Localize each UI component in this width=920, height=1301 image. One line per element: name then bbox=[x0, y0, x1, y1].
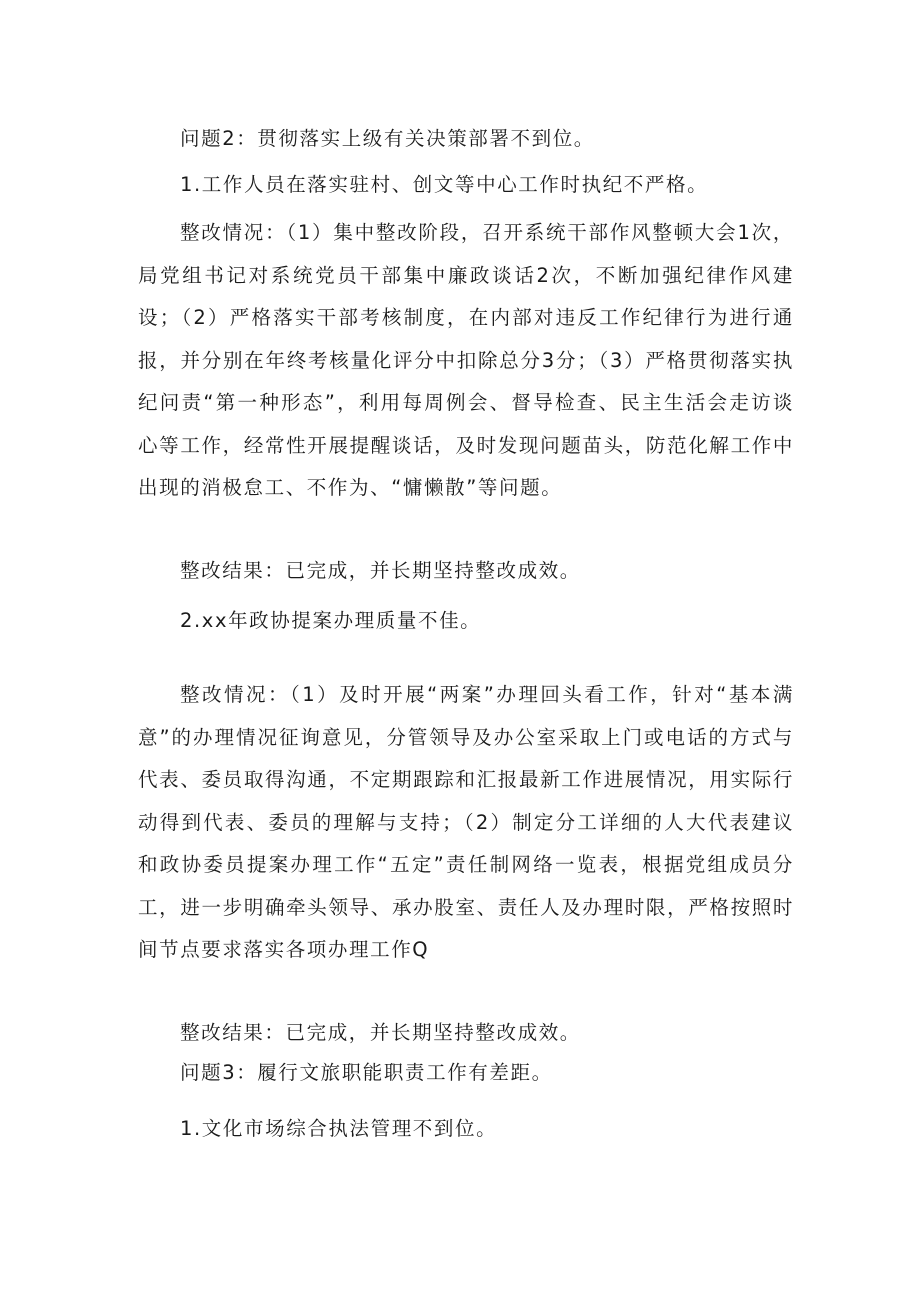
heading-issue-2: 问题2：贯彻落实上级有关决策部署不到位。 bbox=[180, 127, 595, 150]
item-2-title: 2.xx年政协提案办理质量不佳。 bbox=[180, 609, 482, 632]
item-3-title: 1.文化市场综合执法管理不到位。 bbox=[180, 1117, 498, 1140]
rectification-status-1: 整改情况：（1）集中整改阶段，召开系统干部作风整顿大会1次，局党组书记对系统党员干部集中廉政谈话2次，不断加强纪律作风建设；（2）严格落实干部考核制度，在内部对违反工作纪律行为进行通报，并分别在年终考核量化评分中扣除总分3分；（3）严格贯彻落实执纪问责“第一种形态”，利用每周例会、督导检查、民主生活会走访谈心等工作，经常性开展提醒谈话，及时发现问题苗头，防范化解工作中出现的消极怠工、不作为、“慵懒散”等问题。 bbox=[138, 221, 794, 499]
rectification-status-2: 整改情况：（1）及时开展“两案”办理回头看工作，针对“基本满意”的办理情况征询意见，分管领导及办公室采取上门或电话的方式与代表、委员取得沟通，不定期跟踪和汇报最新工作进展情况，用实际行动得到代表、委员的理解与支持；（2）制定分工详细的人大代表建议和政协委员提案办理工作“五定”责任制网络一览表，根据党组成员分工，进一步明确牵头领导、承办股室、责任人及办理时限，严格按照时间节点要求落实各项办理工作Q bbox=[138, 683, 794, 961]
heading-issue-3: 问题3：履行文旅职能职责工作有差距。 bbox=[180, 1061, 553, 1084]
rectification-result-2: 整改结果：已完成，并长期坚持整改成效。 bbox=[180, 1021, 581, 1044]
item-1-title: 1.工作人员在落实驻村、创文等中心工作时执纪不严格。 bbox=[180, 173, 709, 196]
rectification-result-1: 整改结果：已完成，并长期坚持整改成效。 bbox=[180, 559, 581, 582]
